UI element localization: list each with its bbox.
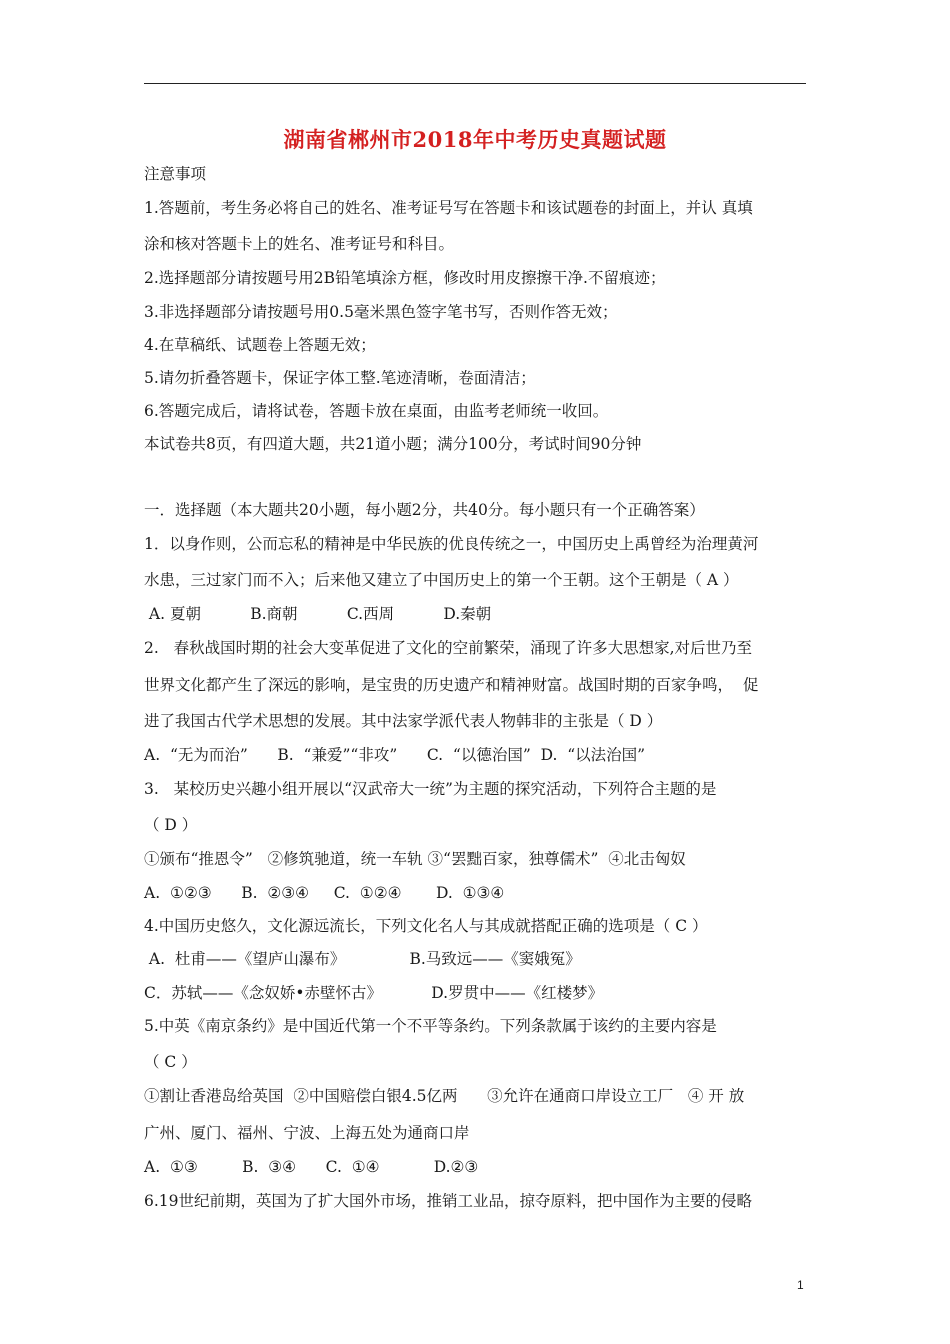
q4-options-2: C．苏轼——《念奴娇•赤壁怀古》 D.罗贯中——《红楼梦》 (144, 984, 604, 1002)
note-5: 5.请勿折叠答题卡，保证字体工整.笔迹清晰，卷面清洁； (144, 369, 536, 387)
q6-line-1: 6.19世纪前期，英国为了扩大国外市场，推销工业品，掠夺原料，把中国作为主要的侵略 (144, 1192, 753, 1210)
q1-line-2: 水患，三过家门而不入；后来他又建立了中国历史上的第一个王朝。这个王朝是（ A ） (144, 571, 739, 589)
section-1-heading: 一．选择题（本大题共20小题，每小题2分，共40分。每小题只有一个正确答案） (144, 501, 705, 519)
page-number: 1 (797, 1278, 804, 1292)
q3-line-2: （ D ） (144, 816, 198, 834)
q5-items-2: 广州、厦门、福州、宁波、上海五处为通商口岸 (144, 1124, 470, 1142)
q2-options: A. “无为而治” B. “兼爱”“非攻” C. “以德治国” D. “以法治国” (144, 746, 646, 764)
q1-options: A. 夏朝 B.商朝 C.西周 D.秦朝 (144, 605, 492, 623)
exam-summary: 本试卷共8页，有四道大题，共21道小题；满分100分，考试时间90分钟 (144, 435, 642, 453)
note-3: 3.非选择题部分请按题号用0.5毫米黑色签字笔书写，否则作答无效； (144, 303, 618, 321)
q2-line-3: 进了我国古代学术思想的发展。其中法家学派代表人物韩非的主张是（ D ） (144, 712, 663, 730)
q3-items: ①颁布“推恩令” ②修筑驰道，统一车轨 ③“罢黜百家，独尊儒术” ④北击匈奴 (144, 850, 686, 868)
document-title: 湖南省郴州市2018年中考历史真题试题 (283, 127, 667, 152)
q3-options: A. ①②③ B. ②③④ C. ①②④ D. ①③④ (144, 884, 505, 902)
q1-line-1: 1．以身作则，公而忘私的精神是中华民族的优良传统之一，中国历史上禹曾经为治理黄河 (144, 535, 759, 553)
q2-line-1: 2. 春秋战国时期的社会大变革促进了文化的空前繁荣，涌现了许多大思想家,对后世乃至 (144, 639, 752, 657)
q5-items: ①割让香港岛给英国 ②中国赔偿白银4.5亿两 ③允许在通商口岸设立工厂 ④ 开 放 (144, 1087, 745, 1105)
q3-line-1: 3. 某校历史兴趣小组开展以“汉武帝大一统”为主题的探究活动，下列符合主题的是 (144, 780, 717, 798)
q2-line-2: 世界文化都产生了深远的影响，是宝贵的历史遗产和精神财富。战国时期的百家争鸣， 促 (144, 676, 759, 694)
q5-line-1: 5.中英《南京条约》是中国近代第一个不平等条约。下列条款属于该约的主要内容是 (144, 1017, 717, 1035)
note-4: 4.在草稿纸、试题卷上答题无效； (144, 336, 376, 354)
q5-line-2: （ C ） (144, 1053, 197, 1071)
note-1a: 1.答题前，考生务必将自己的姓名、准考证号写在答题卡和该试题卷的封面上，并认 真填 (144, 199, 753, 217)
note-1b: 涂和核对答题卡上的姓名、准考证号和科目。 (144, 235, 455, 253)
note-6: 6.答题完成后，请将试卷，答题卡放在桌面，由监考老师统一收回。 (144, 402, 609, 420)
notes-heading: 注意事项 (144, 165, 207, 183)
header-rule (144, 83, 806, 84)
q4-options-1: A. 杜甫——《望庐山瀑布》 B.马致远——《窦娥冤》 (144, 950, 581, 968)
note-2: 2.选择题部分请按题号用2B铅笔填涂方框，修改时用皮擦擦干净.不留痕迹； (144, 269, 666, 287)
q4-line-1: 4.中国历史悠久，文化源远流长，下列文化名人与其成就搭配正确的选项是（ C ） (144, 917, 708, 935)
q5-options: A. ①③ B. ③④ C. ①④ D.②③ (144, 1158, 479, 1176)
